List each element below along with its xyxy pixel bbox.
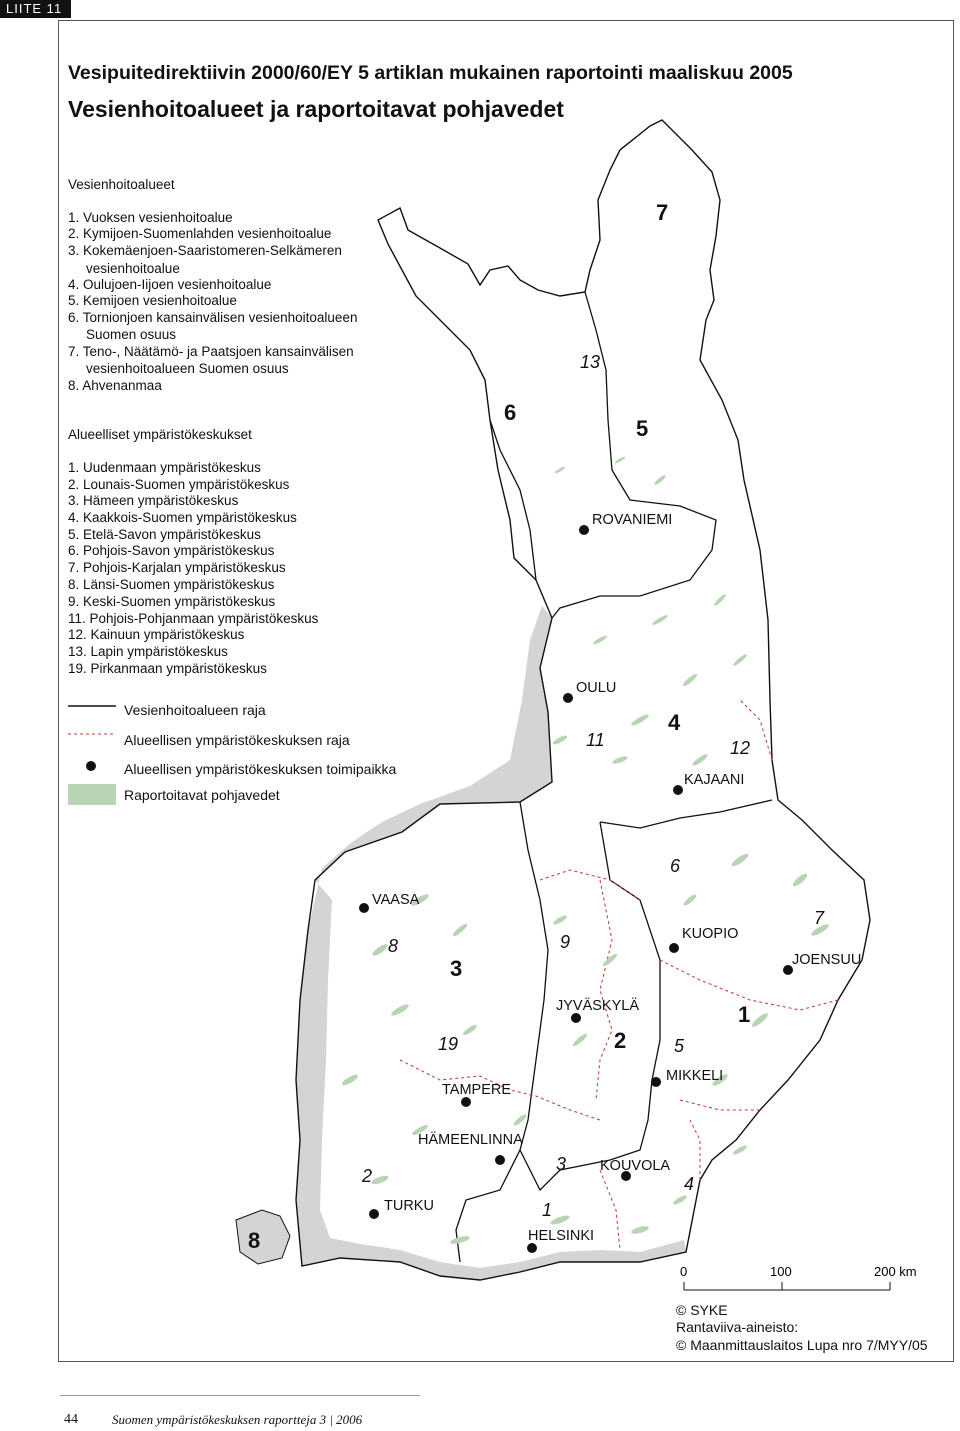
city-label: KAJAANI: [684, 772, 745, 788]
basin-number-label: 5: [636, 416, 649, 441]
centre-number-label: 11: [586, 730, 605, 750]
series-footer: Suomen ympäristökeskuksen raportteja 3 | 2006: [112, 1412, 363, 1427]
city-labels: [372, 512, 861, 1244]
centre-border: [600, 1170, 620, 1250]
city-label: HELSINKI: [528, 1228, 595, 1244]
basin-number-label: 8: [248, 1228, 261, 1253]
aland-island: [236, 1210, 290, 1264]
city-label: JYVÄSKYLÄ: [556, 998, 640, 1014]
page-title: Vesipuitedirektiivin 2000/60/EY 5 artiklan mukainen raportointi maaliskuu 2005: [68, 62, 793, 84]
env-centre-item: 3. Hämeen ympäristökeskus: [68, 493, 239, 508]
env-centre-item: 7. Pohjois-Karjalan ympäristökeskus: [68, 560, 286, 575]
centre-numbers: [361, 352, 825, 1220]
page-number: 44: [64, 1412, 78, 1427]
credits: [676, 1302, 928, 1353]
centre-number-label: 2: [362, 1166, 373, 1186]
river-basin-item: 7. Teno-, Näätämö- ja Paatsjoen kansainvälisen: [68, 344, 354, 359]
centre-number-label: 13: [580, 352, 601, 372]
legend-groundwater-swatch: [68, 784, 116, 805]
city-dot: [495, 1155, 505, 1165]
basin-border: [600, 800, 772, 828]
river-basin-item: 3. Kokemäenjoen-Saaristomeren-Selkämeren: [68, 243, 342, 258]
env-centre-item: 13. Lapin ympäristökeskus: [68, 644, 228, 659]
city-label: KOUVOLA: [600, 1158, 671, 1174]
city-dot: [571, 1013, 581, 1023]
city-label: JOENSUU: [792, 952, 862, 968]
centre-number-label: 5: [674, 1036, 685, 1056]
river-basins-heading: Vesienhoitoalueet: [68, 177, 175, 192]
env-centre-item: 2. Lounais-Suomen ympäristökeskus: [68, 477, 290, 492]
basin-number-label: 2: [614, 1028, 627, 1053]
scale-label: 100: [770, 1264, 792, 1279]
river-basin-item: 4. Oulujoen-Iijoen vesienhoitoalue: [68, 277, 272, 292]
legend-centre-border-label: Alueellisen ympäristökeskuksen raja: [124, 732, 350, 748]
centre-border: [596, 880, 612, 1100]
legend-groundwater-label: Raportoitavat pohjavedet: [124, 787, 280, 803]
city-label: KUOPIO: [682, 926, 739, 942]
credit-line: Rantaviiva-aineisto:: [676, 1319, 799, 1335]
finland-outline: [296, 120, 870, 1280]
river-basin-item-cont: Suomen osuus: [86, 327, 177, 342]
legend-basin-border-label: Vesienhoitoalueen raja: [124, 702, 266, 718]
env-centre-item: 9. Keski-Suomen ympäristökeskus: [68, 594, 276, 609]
centre-border: [680, 1100, 760, 1110]
env-centre-item: 6. Pohjois-Savon ympäristökeskus: [68, 543, 275, 558]
env-centre-item: 4. Kaakkois-Suomen ympäristökeskus: [68, 510, 297, 525]
city-label: OULU: [576, 680, 617, 696]
scale-bar: [680, 1264, 917, 1290]
basin-number-label: 6: [504, 400, 517, 425]
basin-border: [552, 292, 716, 618]
city-dot: [461, 1097, 471, 1107]
city-label: ROVANIEMI: [592, 512, 673, 528]
env-centre-item: 5. Etelä-Savon ympäristökeskus: [68, 527, 261, 542]
basin-number-label: 3: [450, 956, 463, 981]
city-dot: [673, 785, 683, 795]
river-basin-item: 8. Ahvenanmaa: [68, 378, 162, 393]
env-centre-item: 1. Uudenmaan ympäristökeskus: [68, 460, 261, 475]
city-label: VAASA: [372, 892, 420, 908]
city-dot: [359, 903, 369, 913]
river-basin-item: 5. Kemijoen vesienhoitoalue: [68, 293, 237, 308]
centre-border: [540, 870, 640, 900]
city-label: TAMPERE: [442, 1082, 512, 1098]
centre-number-label: 3: [556, 1154, 567, 1174]
centre-number-label: 4: [684, 1174, 695, 1194]
river-basin-item: 6. Tornionjoen kansainvälisen vesienhoitoalueen: [68, 310, 358, 325]
basin-border: [490, 420, 536, 580]
river-basin-item-cont: vesienhoitoalue: [86, 261, 180, 276]
river-basin-item: 1. Vuoksen vesienhoitoalue: [68, 210, 233, 225]
centre-number-label: 12: [730, 738, 751, 758]
city-dot: [527, 1243, 537, 1253]
city-dot: [563, 693, 573, 703]
city-dot: [651, 1077, 661, 1087]
city-label: MIKKELI: [666, 1068, 724, 1084]
centre-number-label: 6: [670, 856, 681, 876]
credit-line: © SYKE: [676, 1302, 728, 1318]
groundwater-areas: [341, 456, 830, 1246]
basin-number-label: 4: [668, 710, 681, 735]
city-dot: [579, 525, 589, 535]
legend-office-label: Alueellisen ympäristökeskuksen toimipaikka: [124, 761, 397, 777]
env-centre-item: 11. Pohjois-Pohjanmaan ympäristökeskus: [68, 611, 319, 626]
centre-number-label: 8: [388, 936, 399, 956]
centre-number-label: 1: [542, 1200, 553, 1220]
river-basin-item: 2. Kymijoen-Suomenlahden vesienhoitoalue: [68, 226, 332, 241]
city-dot: [669, 943, 679, 953]
city-dot: [369, 1209, 379, 1219]
centre-border: [690, 1120, 700, 1180]
city-label: TURKU: [384, 1198, 434, 1214]
footer-rule: [60, 1395, 420, 1396]
page-subtitle: Vesienhoitoalueet ja raportoitavat pohjavedet: [68, 96, 564, 122]
river-basin-item-cont: vesienhoitoalueen Suomen osuus: [86, 361, 289, 376]
env-centres-heading: Alueelliset ympäristökeskukset: [68, 427, 252, 442]
credit-line: © Maanmittauslaitos Lupa nro 7/MYY/05: [676, 1337, 928, 1353]
env-centre-item: 8. Länsi-Suomen ympäristökeskus: [68, 577, 275, 592]
centre-number-label: 19: [438, 1034, 459, 1054]
env-centre-item: 12. Kainuun ympäristökeskus: [68, 627, 245, 642]
env-centre-item: 19. Pirkanmaan ympäristökeskus: [68, 661, 267, 676]
appendix-tag: LIITE 11: [0, 0, 71, 18]
basin-number-label: 7: [656, 200, 669, 225]
scale-label: 200 km: [874, 1264, 917, 1279]
city-label: HÄMEENLINNA: [418, 1132, 523, 1148]
scale-label: 0: [680, 1264, 688, 1279]
basin-number-label: 1: [738, 1002, 751, 1027]
centre-number-label: 9: [560, 932, 571, 952]
legend-office-swatch: [86, 761, 96, 771]
centre-number-label: 7: [814, 908, 825, 928]
